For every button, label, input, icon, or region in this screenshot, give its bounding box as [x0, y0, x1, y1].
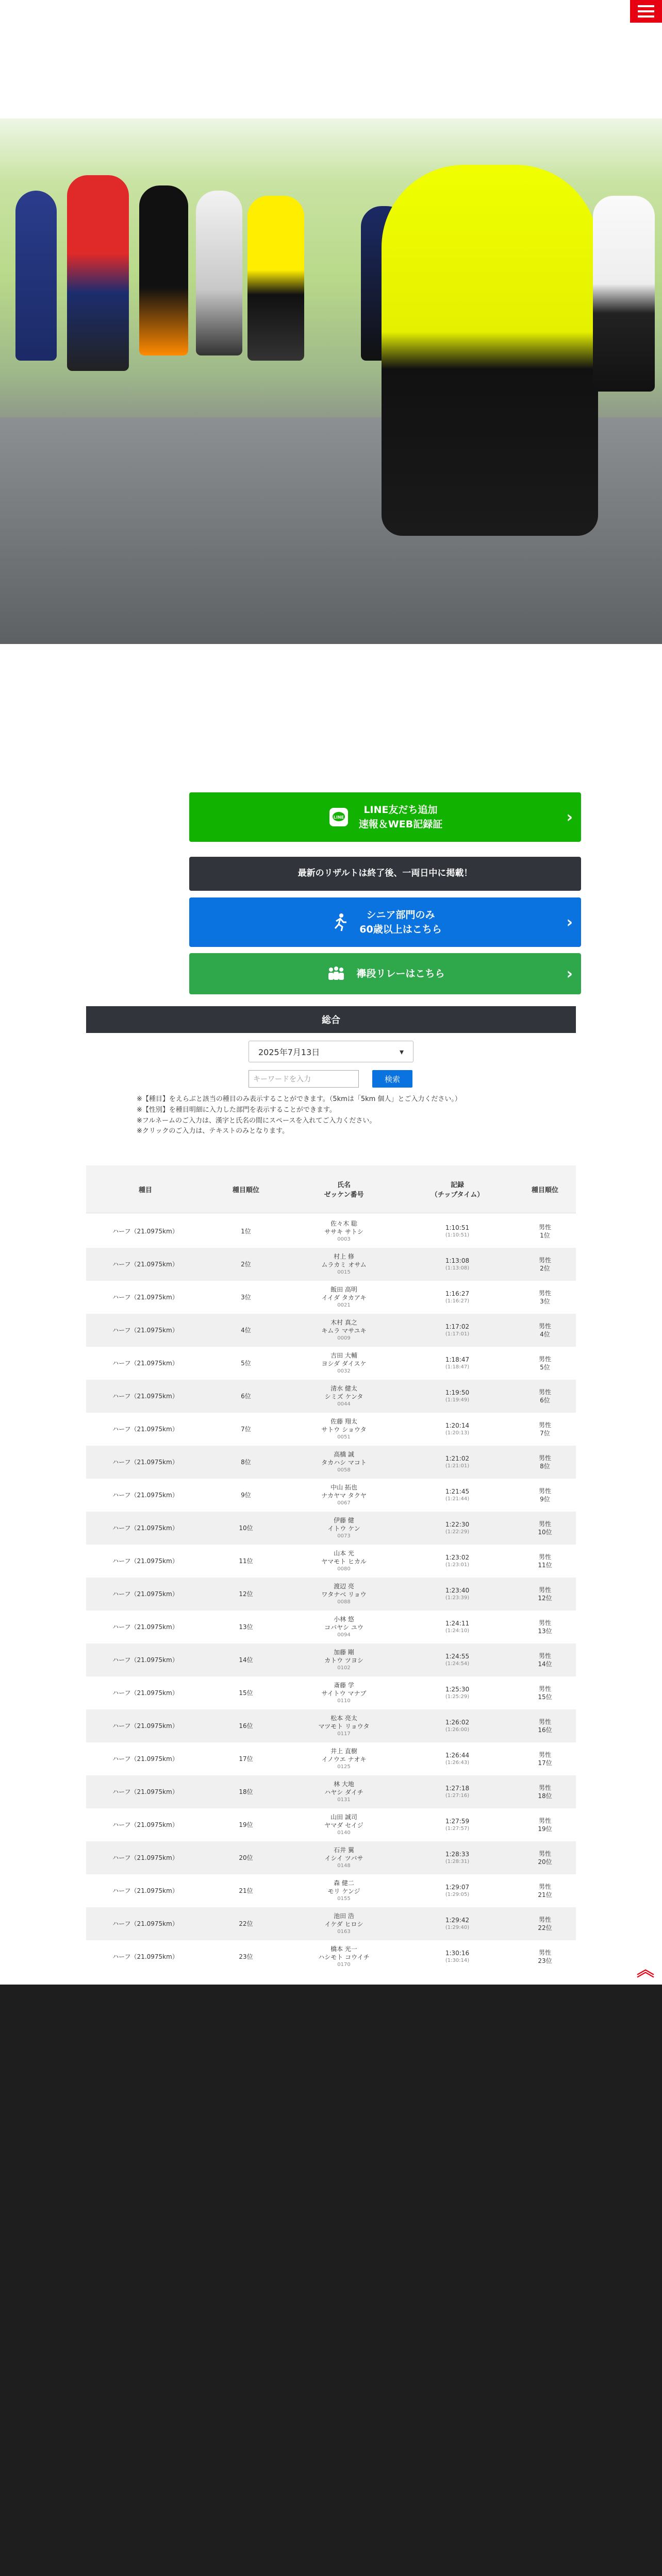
row-name: 佐藤 翔太 — [330, 1418, 357, 1426]
row-bib: 0051 — [337, 1434, 351, 1440]
row-rank: 11位 — [239, 1557, 253, 1565]
table-row — [86, 1413, 576, 1446]
row-bib: 0088 — [337, 1599, 351, 1605]
row-chip-time: (1:24:10) — [445, 1628, 470, 1634]
row-kana: イシイ ツバサ — [324, 1855, 363, 1862]
row-chip-time: (1:27:16) — [445, 1793, 470, 1799]
search-button[interactable] — [372, 1070, 412, 1088]
row-chip-time: (1:19:49) — [445, 1397, 470, 1403]
row-kana: ハヤシ ダイチ — [324, 1789, 363, 1797]
relay-button-label: 襷段リレーはこちら — [356, 968, 445, 979]
search-button-label: 検索 — [384, 1074, 400, 1084]
section-title — [86, 1006, 576, 1033]
row-event: ハーフ（21.0975km） — [112, 1326, 178, 1334]
row-chip-time: (1:17:01) — [445, 1331, 470, 1337]
row-bib: 0009 — [337, 1335, 351, 1342]
row-bib: 0094 — [337, 1632, 351, 1638]
line-button-line1: LINE友だち追加 — [363, 804, 438, 816]
row-event: ハーフ（21.0975km） — [112, 1458, 178, 1466]
row-rank: 9位 — [241, 1491, 251, 1499]
row-event: ハーフ（21.0975km） — [112, 1854, 178, 1861]
row-bib: 0003 — [337, 1236, 351, 1243]
row-event: ハーフ（21.0975km） — [112, 1359, 178, 1367]
date-select[interactable] — [249, 1041, 413, 1062]
hero-photo — [0, 118, 662, 644]
row-time: 1:24:55 — [445, 1653, 470, 1660]
row-chip-time: (1:21:01) — [445, 1463, 470, 1469]
row-kana: シミズ ケンタ — [324, 1393, 363, 1401]
row-time: 1:21:02 — [445, 1455, 470, 1463]
row-category: 男性 — [538, 1784, 551, 1791]
row-kana: コバヤシ ユウ — [324, 1624, 363, 1632]
table-row — [86, 1841, 576, 1874]
table-row — [86, 1446, 576, 1479]
row-chip-time: (1:30:14) — [445, 1958, 470, 1964]
table-row — [86, 1940, 576, 1973]
row-time: 1:19:50 — [445, 1389, 470, 1397]
table-row — [86, 1676, 576, 1709]
row-name: 中山 拓也 — [330, 1484, 357, 1492]
line-icon — [328, 806, 350, 828]
row-category: 男性 — [538, 1322, 551, 1330]
row-bib: 0125 — [337, 1764, 351, 1770]
row-bib: 0080 — [337, 1566, 351, 1572]
row-name: 清水 健太 — [330, 1385, 357, 1393]
result-notice-text: 最新のリザルトは終了後、一両日中に掲載！ — [297, 868, 473, 879]
table-row — [86, 1874, 576, 1907]
table-row — [86, 1248, 576, 1281]
row-name: 佐々木 聡 — [330, 1220, 357, 1228]
line-friend-button[interactable] — [189, 792, 581, 842]
table-row — [86, 1611, 576, 1643]
row-time: 1:28:33 — [445, 1851, 470, 1858]
menu-bar — [638, 10, 654, 12]
row-category: 男性 — [538, 1553, 551, 1561]
row-kana: ハシモト コウイチ — [318, 1954, 370, 1961]
row-name: 井上 直樹 — [330, 1748, 357, 1755]
row-time: 1:29:42 — [445, 1917, 470, 1924]
row-category: 男性 — [538, 1883, 551, 1890]
row-category-rank: 21位 — [538, 1891, 552, 1899]
row-name: 伊藤 健 — [334, 1517, 354, 1524]
row-event: ハーフ（21.0975km） — [112, 1722, 178, 1730]
table-row — [86, 1347, 576, 1380]
chevron-right-icon: › — [566, 808, 573, 826]
row-kana: ムラカミ オサム — [321, 1261, 367, 1269]
page-top-icon[interactable]: ︽ — [637, 1959, 654, 1980]
runner-figure — [67, 175, 129, 371]
row-category: 男性 — [538, 1256, 551, 1264]
row-category: 男性 — [538, 1619, 551, 1626]
menu-button[interactable] — [630, 0, 662, 23]
row-category-rank: 2位 — [540, 1265, 550, 1272]
row-rank: 10位 — [239, 1524, 253, 1532]
row-category-rank: 5位 — [540, 1364, 550, 1371]
row-category: 男性 — [538, 1850, 551, 1857]
row-time: 1:10:51 — [445, 1224, 470, 1232]
row-bib: 0155 — [337, 1896, 351, 1902]
line-button-line2: 速報＆WEB記録証 — [358, 819, 443, 830]
row-rank: 6位 — [241, 1392, 251, 1400]
row-category-rank: 14位 — [538, 1660, 552, 1668]
senior-button-line2: 60歳以上はこちら — [359, 924, 442, 935]
row-rank: 5位 — [241, 1359, 251, 1367]
row-category-rank: 7位 — [540, 1430, 550, 1437]
table-row — [86, 1742, 576, 1775]
row-bib: 0163 — [337, 1929, 351, 1935]
note-line: ※【性別】を種目明細に入力した部門を表示することができます。 — [137, 1106, 336, 1114]
row-category: 男性 — [538, 1586, 551, 1594]
row-category-rank: 1位 — [540, 1232, 550, 1239]
search-input[interactable] — [249, 1070, 359, 1088]
row-bib: 0067 — [337, 1500, 351, 1506]
row-chip-time: (1:23:39) — [445, 1595, 470, 1601]
row-category-rank: 3位 — [540, 1298, 550, 1305]
row-rank: 2位 — [241, 1260, 251, 1268]
row-event: ハーフ（21.0975km） — [112, 1953, 178, 1960]
table-row — [86, 1281, 576, 1314]
row-kana: イケダ ヒロシ — [324, 1921, 363, 1928]
row-rank: 3位 — [241, 1293, 251, 1301]
row-event: ハーフ（21.0975km） — [112, 1557, 178, 1565]
row-category-rank: 23位 — [538, 1957, 552, 1964]
row-category-rank: 9位 — [540, 1496, 550, 1503]
header-name: 氏名 ゼッケン番号 — [324, 1181, 364, 1199]
hero-image — [0, 0, 662, 644]
row-chip-time: (1:22:29) — [445, 1529, 470, 1535]
row-time: 1:30:16 — [445, 1950, 470, 1957]
menu-bar — [638, 5, 654, 7]
row-event: ハーフ（21.0975km） — [112, 1920, 178, 1927]
row-name: 山本 光 — [334, 1550, 354, 1557]
row-event: ハーフ（21.0975km） — [112, 1293, 178, 1301]
row-bib: 0021 — [337, 1302, 351, 1309]
row-rank: 14位 — [239, 1656, 253, 1664]
row-name: 渡辺 亮 — [334, 1583, 354, 1590]
row-event: ハーフ（21.0975km） — [112, 1689, 178, 1697]
row-event: ハーフ（21.0975km） — [112, 1656, 178, 1664]
row-event: ハーフ（21.0975km） — [112, 1821, 178, 1828]
row-category-rank: 17位 — [538, 1759, 552, 1767]
row-category-rank: 8位 — [540, 1463, 550, 1470]
menu-bar — [638, 15, 654, 18]
row-time: 1:23:40 — [445, 1587, 470, 1595]
row-chip-time: (1:24:54) — [445, 1661, 470, 1667]
row-category: 男性 — [538, 1916, 551, 1923]
row-event: ハーフ（21.0975km） — [112, 1623, 178, 1631]
row-category-rank: 15位 — [538, 1693, 552, 1701]
row-rank: 8位 — [241, 1458, 251, 1466]
row-chip-time: (1:20:13) — [445, 1430, 470, 1436]
row-name: 山田 誠司 — [330, 1814, 357, 1821]
row-event: ハーフ（21.0975km） — [112, 1590, 178, 1598]
row-category-rank: 12位 — [538, 1595, 552, 1602]
row-name: 木村 真之 — [330, 1319, 357, 1327]
row-bib: 0073 — [337, 1533, 351, 1539]
row-kana: サトウ ショウタ — [321, 1426, 367, 1434]
row-category-rank: 18位 — [538, 1792, 552, 1800]
runner-figure — [593, 196, 655, 392]
row-bib: 0044 — [337, 1401, 351, 1408]
row-chip-time: (1:26:43) — [445, 1760, 470, 1766]
row-rank: 1位 — [241, 1227, 251, 1235]
row-category-rank: 10位 — [538, 1529, 552, 1536]
row-rank: 23位 — [239, 1953, 253, 1960]
table-row — [86, 1808, 576, 1841]
row-category: 男性 — [538, 1289, 551, 1297]
row-category: 男性 — [538, 1685, 551, 1692]
row-time: 1:25:30 — [445, 1686, 470, 1693]
row-category: 男性 — [538, 1652, 551, 1659]
row-kana: ササキ サトシ — [324, 1228, 363, 1236]
row-rank: 4位 — [241, 1326, 251, 1334]
row-time: 1:27:59 — [445, 1818, 470, 1825]
row-bib: 0140 — [337, 1830, 351, 1836]
row-kana: ヤマモト ヒカル — [321, 1558, 367, 1566]
row-category: 男性 — [538, 1355, 551, 1363]
runner-icon — [328, 911, 350, 933]
note-line: ※クリックのご入力は、テキストのみとなります。 — [137, 1127, 289, 1136]
row-rank: 20位 — [239, 1854, 253, 1861]
row-event: ハーフ（21.0975km） — [112, 1755, 178, 1762]
row-name: 飯田 高明 — [330, 1286, 357, 1294]
row-kana: ナカヤマ タクヤ — [321, 1492, 367, 1500]
row-rank: 12位 — [239, 1590, 253, 1598]
row-category-rank: 6位 — [540, 1397, 550, 1404]
row-time: 1:27:18 — [445, 1785, 470, 1792]
search-placeholder: キーワードを入力 — [253, 1075, 311, 1083]
row-kana: キムラ マサユキ — [321, 1327, 367, 1335]
row-bib: 0015 — [337, 1269, 351, 1276]
row-bib: 0131 — [337, 1797, 351, 1803]
row-rank: 21位 — [239, 1887, 253, 1894]
chevron-down-icon: ▾ — [399, 1046, 404, 1057]
row-chip-time: (1:10:51) — [445, 1232, 470, 1239]
table-row — [86, 1907, 576, 1940]
search-notes — [137, 1094, 528, 1137]
row-kana: イトウ ケン — [327, 1525, 360, 1533]
row-name: 林 大地 — [334, 1781, 354, 1788]
row-kana: サイトウ マナブ — [321, 1690, 367, 1698]
row-kana: タカハシ マコト — [321, 1459, 367, 1467]
row-time: 1:17:02 — [445, 1323, 470, 1331]
row-name: 小林 悠 — [334, 1616, 354, 1623]
section-title-text: 総合 — [322, 1015, 340, 1026]
note-line: ※フルネームのご入力は、漢字と氏名の間にスペースを入れてご入力ください。 — [137, 1116, 376, 1125]
row-chip-time: (1:25:29) — [445, 1694, 470, 1700]
row-category: 男性 — [538, 1520, 551, 1528]
header-event: 種目 — [138, 1186, 152, 1194]
table-row — [86, 1709, 576, 1742]
result-notice-banner — [189, 857, 581, 891]
row-kana: モリ ケンジ — [327, 1888, 360, 1895]
row-chip-time: (1:21:44) — [445, 1496, 470, 1502]
row-kana: イノウエ ナオキ — [321, 1756, 367, 1764]
row-category-rank: 22位 — [538, 1924, 552, 1931]
row-time: 1:29:07 — [445, 1884, 470, 1891]
row-name: 高橋 誠 — [334, 1451, 354, 1459]
row-category: 男性 — [538, 1817, 551, 1824]
row-chip-time: (1:29:40) — [445, 1925, 470, 1931]
row-bib: 0102 — [337, 1665, 351, 1671]
note-line: ※【種目】をえらぶと該当の種目のみ表示することができます。（5kmは「5km 個人」とご入力ください。） — [137, 1095, 461, 1103]
row-name: 池田 浩 — [334, 1912, 354, 1920]
header-time: 記録 （チップタイム） — [431, 1181, 484, 1199]
row-event: ハーフ（21.0975km） — [112, 1887, 178, 1894]
row-rank: 17位 — [239, 1755, 253, 1762]
table-row — [86, 1775, 576, 1808]
row-category: 男性 — [538, 1388, 551, 1396]
row-rank: 18位 — [239, 1788, 253, 1795]
row-category: 男性 — [538, 1223, 551, 1231]
row-name: 加藤 剛 — [334, 1649, 354, 1656]
row-time: 1:21:45 — [445, 1488, 470, 1496]
row-event: ハーフ（21.0975km） — [112, 1392, 178, 1400]
row-name: 村上 修 — [334, 1253, 354, 1261]
runner-figure — [15, 191, 57, 361]
row-rank: 15位 — [239, 1689, 253, 1697]
row-category-rank: 20位 — [538, 1858, 552, 1866]
date-select-value: 2025年7月13日 — [258, 1047, 320, 1057]
table-row — [86, 1545, 576, 1578]
row-category: 男性 — [538, 1718, 551, 1725]
row-name: 松本 亮太 — [330, 1715, 357, 1722]
table-row — [86, 1314, 576, 1347]
row-category: 男性 — [538, 1487, 551, 1495]
table-row — [86, 1578, 576, 1611]
row-kana: ワタナベ リョウ — [321, 1591, 367, 1599]
row-kana: イイダ タカアキ — [321, 1294, 367, 1302]
runner-figure — [139, 185, 188, 355]
row-bib: 0117 — [337, 1731, 351, 1737]
row-name: 橋本 光一 — [330, 1945, 357, 1953]
row-time: 1:13:08 — [445, 1257, 470, 1265]
row-bib: 0170 — [337, 1962, 351, 1968]
row-kana: ヨシダ ダイスケ — [321, 1360, 367, 1368]
row-name: 森 健二 — [334, 1879, 354, 1887]
row-rank: 22位 — [239, 1920, 253, 1927]
header-category-rank: 種目順位 — [531, 1186, 558, 1194]
chevron-right-icon: › — [566, 913, 573, 931]
table-row — [86, 1479, 576, 1512]
runner-figure — [247, 196, 304, 361]
row-time: 1:26:02 — [445, 1719, 470, 1726]
row-category: 男性 — [538, 1421, 551, 1429]
row-rank: 16位 — [239, 1722, 253, 1730]
row-kana: カトウ ツヨシ — [324, 1657, 363, 1665]
results-table-header — [86, 1165, 576, 1213]
row-event: ハーフ（21.0975km） — [112, 1524, 178, 1532]
row-event: ハーフ（21.0975km） — [112, 1227, 178, 1235]
row-chip-time: (1:16:27) — [445, 1298, 470, 1304]
row-kana: ヤマダ セイジ — [324, 1822, 363, 1829]
table-row — [86, 1380, 576, 1413]
row-chip-time: (1:28:31) — [445, 1859, 470, 1865]
row-event: ハーフ（21.0975km） — [112, 1788, 178, 1795]
row-event: ハーフ（21.0975km） — [112, 1491, 178, 1499]
row-time: 1:20:14 — [445, 1422, 470, 1430]
row-time: 1:26:44 — [445, 1752, 470, 1759]
runner-figure — [196, 191, 242, 355]
row-bib: 0110 — [337, 1698, 351, 1704]
chevron-right-icon: › — [566, 964, 573, 983]
table-row — [86, 1512, 576, 1545]
row-category: 男性 — [538, 1751, 551, 1758]
row-time: 1:24:11 — [445, 1620, 470, 1628]
row-chip-time: (1:13:08) — [445, 1265, 470, 1272]
row-name: 吉田 大輔 — [330, 1352, 357, 1360]
row-time: 1:16:27 — [445, 1290, 470, 1298]
row-category-rank: 11位 — [538, 1562, 552, 1569]
runner-figure — [382, 165, 598, 536]
row-rank: 13位 — [239, 1623, 253, 1631]
row-chip-time: (1:29:05) — [445, 1892, 470, 1898]
row-category: 男性 — [538, 1948, 551, 1956]
row-bib: 0032 — [337, 1368, 351, 1375]
row-chip-time: (1:27:57) — [445, 1826, 470, 1832]
row-name: 石井 翼 — [334, 1846, 354, 1854]
header-rank: 種目順位 — [232, 1186, 259, 1194]
senior-division-button[interactable] — [189, 897, 581, 947]
row-chip-time: (1:18:47) — [445, 1364, 470, 1370]
row-event: ハーフ（21.0975km） — [112, 1260, 178, 1268]
row-chip-time: (1:26:00) — [445, 1727, 470, 1733]
page-footer-background — [0, 1985, 662, 2576]
row-chip-time: (1:23:01) — [445, 1562, 470, 1568]
row-time: 1:18:47 — [445, 1356, 470, 1364]
row-bib: 0058 — [337, 1467, 351, 1473]
relay-button[interactable] — [189, 953, 581, 994]
row-rank: 19位 — [239, 1821, 253, 1828]
row-category-rank: 4位 — [540, 1331, 550, 1338]
row-name: 斎藤 学 — [334, 1682, 354, 1689]
row-event: ハーフ（21.0975km） — [112, 1425, 178, 1433]
table-row — [86, 1643, 576, 1676]
row-time: 1:22:30 — [445, 1521, 470, 1529]
senior-button-line1: シニア部門のみ — [366, 909, 435, 921]
table-row — [86, 1215, 576, 1248]
row-kana: マツモト リョウタ — [318, 1723, 370, 1731]
row-category: 男性 — [538, 1454, 551, 1462]
row-rank: 7位 — [241, 1425, 251, 1433]
row-bib: 0148 — [337, 1863, 351, 1869]
row-time: 1:23:02 — [445, 1554, 470, 1562]
row-category-rank: 16位 — [538, 1726, 552, 1734]
row-category-rank: 19位 — [538, 1825, 552, 1833]
row-category-rank: 13位 — [538, 1628, 552, 1635]
relay-icon — [325, 963, 347, 985]
svg-text:LINE: LINE — [333, 815, 344, 820]
